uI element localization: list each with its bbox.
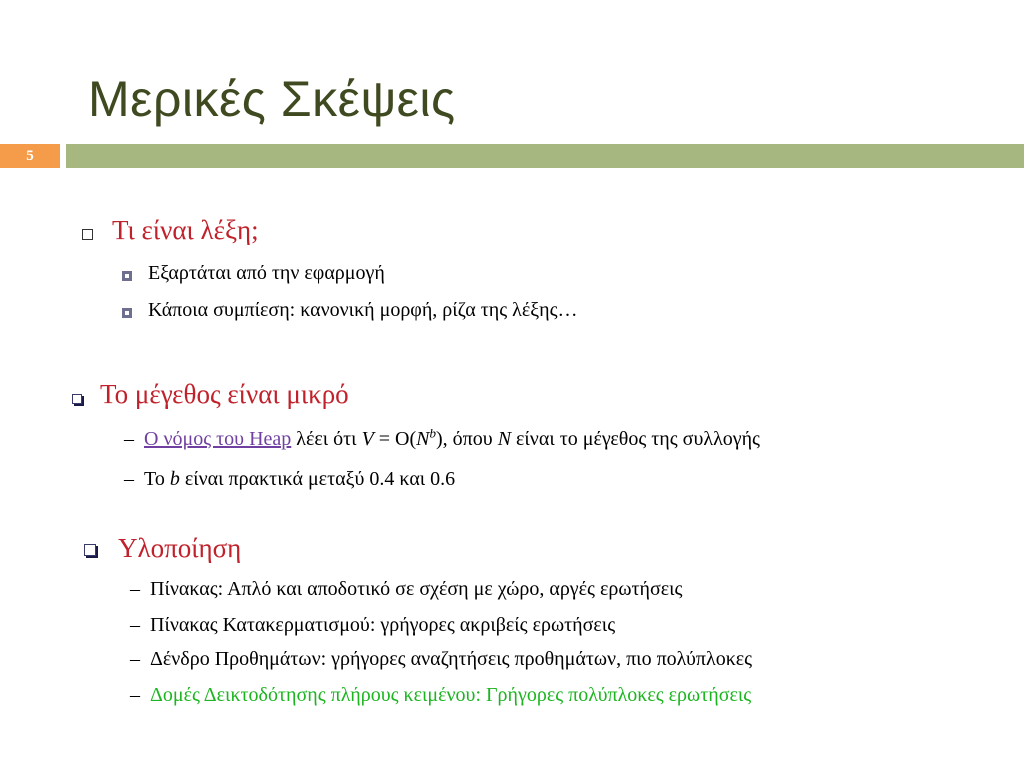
shadow-square-bullet-icon <box>72 394 82 404</box>
text-segment: λέει ότι <box>291 428 362 450</box>
dash-bullet: – <box>124 468 134 490</box>
title-divider-bar <box>66 144 1024 168</box>
list-item <box>130 578 682 601</box>
list-item: Κάποια συμπίεση: κανονική μορφή, ρίζα της λέξης… <box>148 299 578 321</box>
section-heading-what-is-word: Τι είναι λέξη; <box>112 215 259 245</box>
list-item-text: Δένδρο Προθημάτων: γρήγορες αναζητήσεις προθημάτων, πιο πολύπλοκες <box>150 648 753 670</box>
list-item-text: Πίνακας: Απλό και αποδοτικό σε σχέση με χώρο, αργές ερωτήσεις <box>150 578 683 600</box>
list-item <box>130 614 615 637</box>
dash-bullet: – <box>130 648 140 670</box>
list-item <box>130 684 751 707</box>
text-segment: ), όπου <box>436 428 498 450</box>
b-range-line <box>124 468 455 491</box>
math-var: V <box>361 428 374 450</box>
math-var: b <box>169 468 180 490</box>
square-bullet-icon <box>122 271 132 281</box>
heap-law-link[interactable]: Ο νόμος του Heap <box>144 428 292 450</box>
section-heading-size-small: Το μέγεθος είναι μικρό <box>100 379 349 409</box>
list-item-text: Πίνακας Κατακερματισμού: γρήγορες ακριβείς ερωτήσεις <box>150 614 616 636</box>
dash-bullet: – <box>130 614 140 636</box>
list-item-text-highlight: Δομές Δεικτοδότησης πλήρους κειμένου: Γρήγορες πολύπλοκες ερωτήσεις <box>150 684 752 706</box>
section-heading-implementation: Υλοποίηση <box>118 533 242 563</box>
heap-law-line <box>124 425 760 451</box>
dash-bullet: – <box>130 684 140 706</box>
math-var: N <box>416 428 430 450</box>
dash-bullet: – <box>130 578 140 600</box>
square-bullet-icon <box>122 308 132 318</box>
hollow-square-bullet-icon <box>82 229 93 240</box>
list-item <box>130 648 752 671</box>
list-item: Εξαρτάται από την εφαρμογή <box>148 262 385 284</box>
text-segment: Το <box>144 468 170 490</box>
slide-title: Μερικές Σκέψεις <box>88 71 456 127</box>
slide-number: 5 <box>0 144 60 168</box>
text-segment: είναι πρακτικά μεταξύ 0.4 και 0.6 <box>179 468 456 490</box>
text-segment: = O( <box>373 428 417 450</box>
math-var: N <box>497 428 512 450</box>
shadow-square-bullet-icon <box>84 544 96 556</box>
math-exponent: b <box>429 425 437 441</box>
dash-bullet: – <box>124 428 134 450</box>
text-segment: είναι το μέγεθος της συλλογής <box>511 428 760 450</box>
